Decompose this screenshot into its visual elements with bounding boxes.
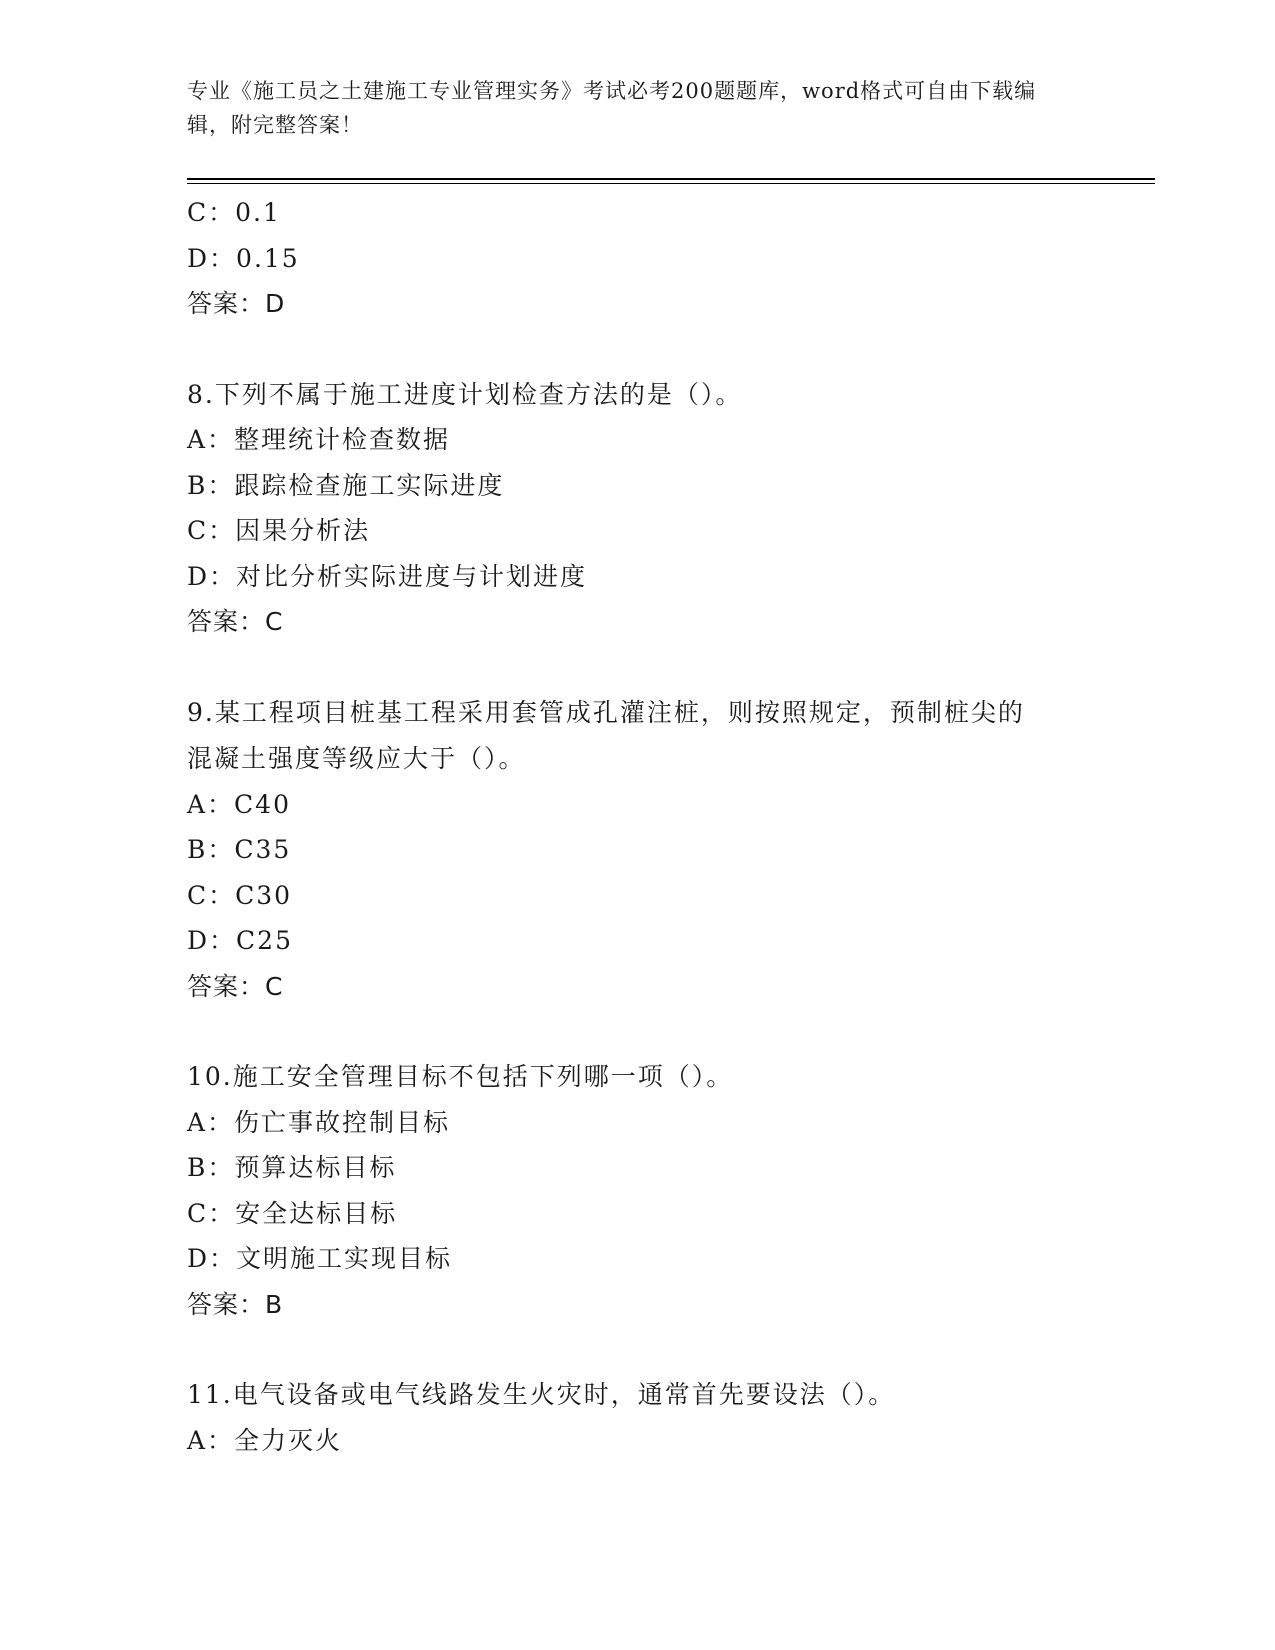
option-c: C：C30 — [187, 880, 293, 910]
option-b: B：C35 — [187, 835, 292, 864]
question-content — [187, 190, 1087, 1463]
option-b: B：预算达标目标 — [187, 1153, 397, 1182]
question-stem: 9.某工程项目桩基工程采用套管成孔灌注桩，则按照规定，预制桩尖的混凝土强度等级应大于（）。 — [187, 697, 1025, 773]
header-rule-thin — [187, 183, 1155, 184]
header-rule-thick — [187, 178, 1155, 180]
option-a: A：伤亡事故控制目标 — [187, 1107, 451, 1137]
question-block-8 — [187, 372, 1087, 645]
option-a: A：C40 — [187, 789, 291, 819]
option-d: D：C25 — [187, 926, 293, 955]
question-block-9 — [187, 690, 1087, 1010]
question-block-10 — [187, 1054, 1087, 1327]
option-a: A：全力灭火 — [187, 1425, 343, 1455]
option-a: A：整理统计检查数据 — [187, 425, 451, 454]
question-block-7 — [187, 190, 1087, 327]
answer-line: 答案：D — [187, 289, 286, 318]
option-c: C：0.1 — [187, 198, 281, 227]
answer-line: 答案：B — [187, 1289, 284, 1319]
block-gap — [187, 1327, 1087, 1372]
option-d: D：0.15 — [187, 243, 300, 273]
question-stem: 11.电气设备或电气线路发生火灾时，通常首先要设法（）。 — [187, 1380, 896, 1409]
option-b: B：跟踪检查施工实际进度 — [187, 470, 505, 500]
option-d: D：对比分析实际进度与计划进度 — [187, 561, 588, 591]
answer-line: 答案：C — [187, 607, 284, 636]
block-gap — [187, 327, 1087, 372]
answer-line: 答案：C — [187, 971, 284, 1001]
option-c: C：因果分析法 — [187, 516, 371, 545]
block-gap — [187, 645, 1087, 690]
block-gap — [187, 1009, 1087, 1054]
question-block-11 — [187, 1372, 1087, 1463]
document-header: 专业《施工员之土建施工专业管理实务》考试必考200题题库，word格式可自由下载编辑，附完整答案！ — [187, 79, 1037, 137]
question-stem: 8.下列不属于施工进度计划检查方法的是（）。 — [187, 379, 743, 409]
question-stem: 10.施工安全管理目标不包括下列哪一项（）。 — [187, 1062, 734, 1091]
option-d: D：文明施工实现目标 — [187, 1244, 453, 1273]
option-c: C：安全达标目标 — [187, 1198, 398, 1228]
